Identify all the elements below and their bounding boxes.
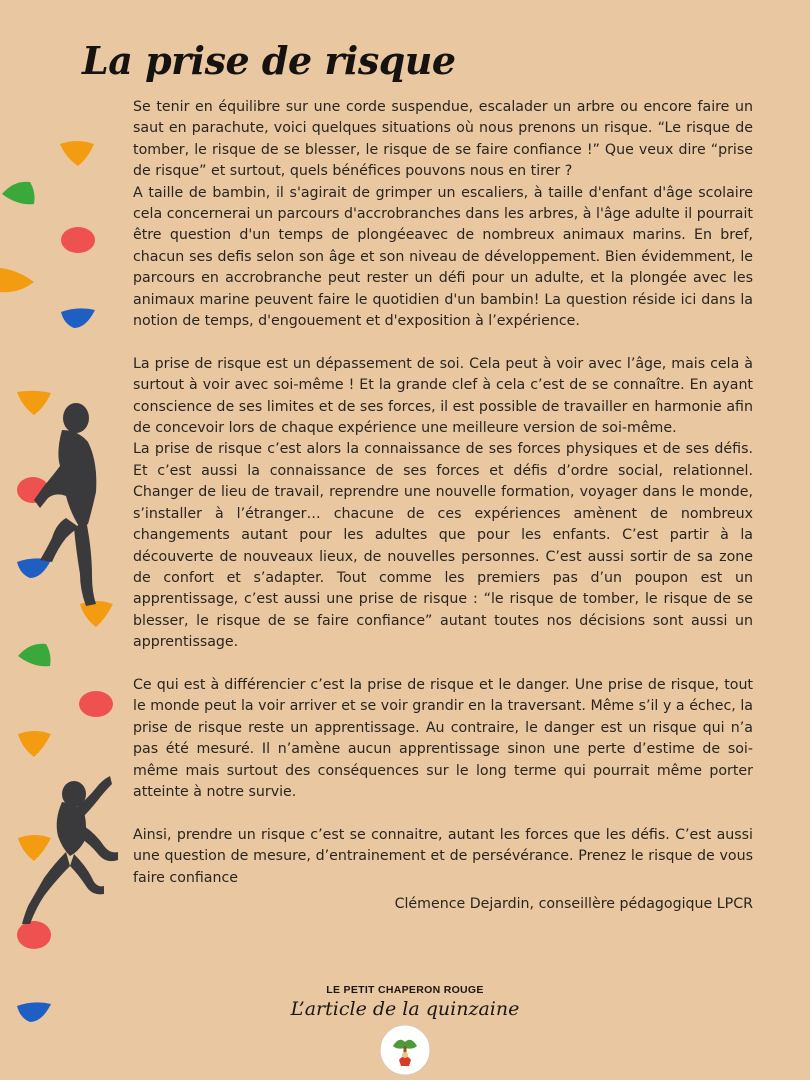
- climbing-hold-green-icon: [0, 180, 36, 208]
- paragraph: Ce qui est à différencier c’est la prise de risque et le danger. Une prise de risque, tout le monde peut la voir arriver et se voir grandir en la traversant. Même s’il y a échec, la prise de risque reste un apprentissage. Au contraire, le danger est un risque qui n’a pas été mesuré. Il n’amène aucun apprentissage sinon une perte d’estime de soi-même mais surtout des conséquences sur le long terme qui pourrait même porter atteinte à notre survie.: [133, 676, 753, 800]
- climbing-hold-orange-icon: [0, 266, 36, 294]
- chaperon-rouge-logo-icon: [379, 1024, 431, 1076]
- climbing-hold-orange-icon: [58, 140, 96, 168]
- climbing-hold-green-icon: [16, 642, 52, 670]
- climbing-hold-blue-icon: [60, 306, 96, 330]
- tagline: L’article de la quinzaine: [290, 998, 520, 1020]
- climbing-hold-red-icon: [78, 690, 114, 718]
- paragraph: A taille de bambin, il s'agirait de grimper un escaliers, à taille d'enfant d'âge scolaire cela concernerai un parcours d'accrobranches dans les arbres, à l'âge adulte il pourrait être question d'un temps de plongéeavec de nombreux animaux marins. En bref, chacun ses defis selon son âge et son niveau de développement. Bien évidemment, le parcours en accrobranche peut rester un défi pour un adulte, et la plongée avec les animaux marine peuvent faire le quotidien d'un bambin! La question réside ici dans la notion de temps, d'engouement et d'exposition à l’expérience.: [133, 184, 753, 330]
- author-signature: Clémence Dejardin, conseillère pédagogique LPCR: [394, 896, 753, 912]
- climbing-hold-orange-icon: [16, 730, 52, 758]
- brand-name: LE PETIT CHAPERON ROUGE: [326, 984, 484, 996]
- paragraph: Ainsi, prendre un risque c’est se connaitre, autant les forces que les défis. C’est aussi une question de mesure, d’entrainement et de persévérance. Prenez le risque de vous faire confiance: [133, 826, 753, 886]
- climber-silhouette-icon: [26, 400, 106, 610]
- climbing-hold-red-icon: [60, 226, 96, 254]
- climber-silhouette-icon: [14, 768, 124, 926]
- page-title: La prise de risque: [82, 38, 456, 83]
- paragraph: Se tenir en équilibre sur une corde suspendue, escalader un arbre ou encore faire un saut en parachute, voici quelques situations où nous prenons un risque. “Le risque de tomber, le risque de se blesser, le risque de se faire confiance !” Que veux dire “prise de risque” et surtout, quels bénéfices pouvons nous en tirer ?: [133, 99, 753, 180]
- article-body: [133, 97, 753, 889]
- paragraph: La prise de risque est un dépassement de soi. Cela peut à voir avec l’âge, mais cela à surtout à voir avec soi-même ! Et la grande clef à cela c’est de se connaître. En ayant conscience de ses limites et de ses forces, il est possible de travailler en harmonie afin de concevoir lors de chaque expérience une meilleure version de soi-même.: [133, 355, 753, 437]
- paragraph: La prise de risque c’est alors la connaissance de ses forces physiques et de ses défis. Et c’est aussi la connaissance de ses forces et défis d’ordre social, relationnel. Changer de lieu de travail, reprendre une nouvelle formation, voyager dans le monde, s’installer à l’étranger… chacune de ces expériences amènent de nombreux changements autant pour les adultes que pour les enfants. C’est partir à la découverte de nouveaux lieux, de nouvelles personnes. C’est aussi sortir de sa zone de confort et s’adapter. Tout comme les premiers pas d’un poupon est un apprentissage, c’est aussi une prise de risque : “le risque de tomber, le risque de se blesser, le risque de se faire confiance” autant toutes nos décisions sont aussi un apprentissage.: [133, 441, 753, 651]
